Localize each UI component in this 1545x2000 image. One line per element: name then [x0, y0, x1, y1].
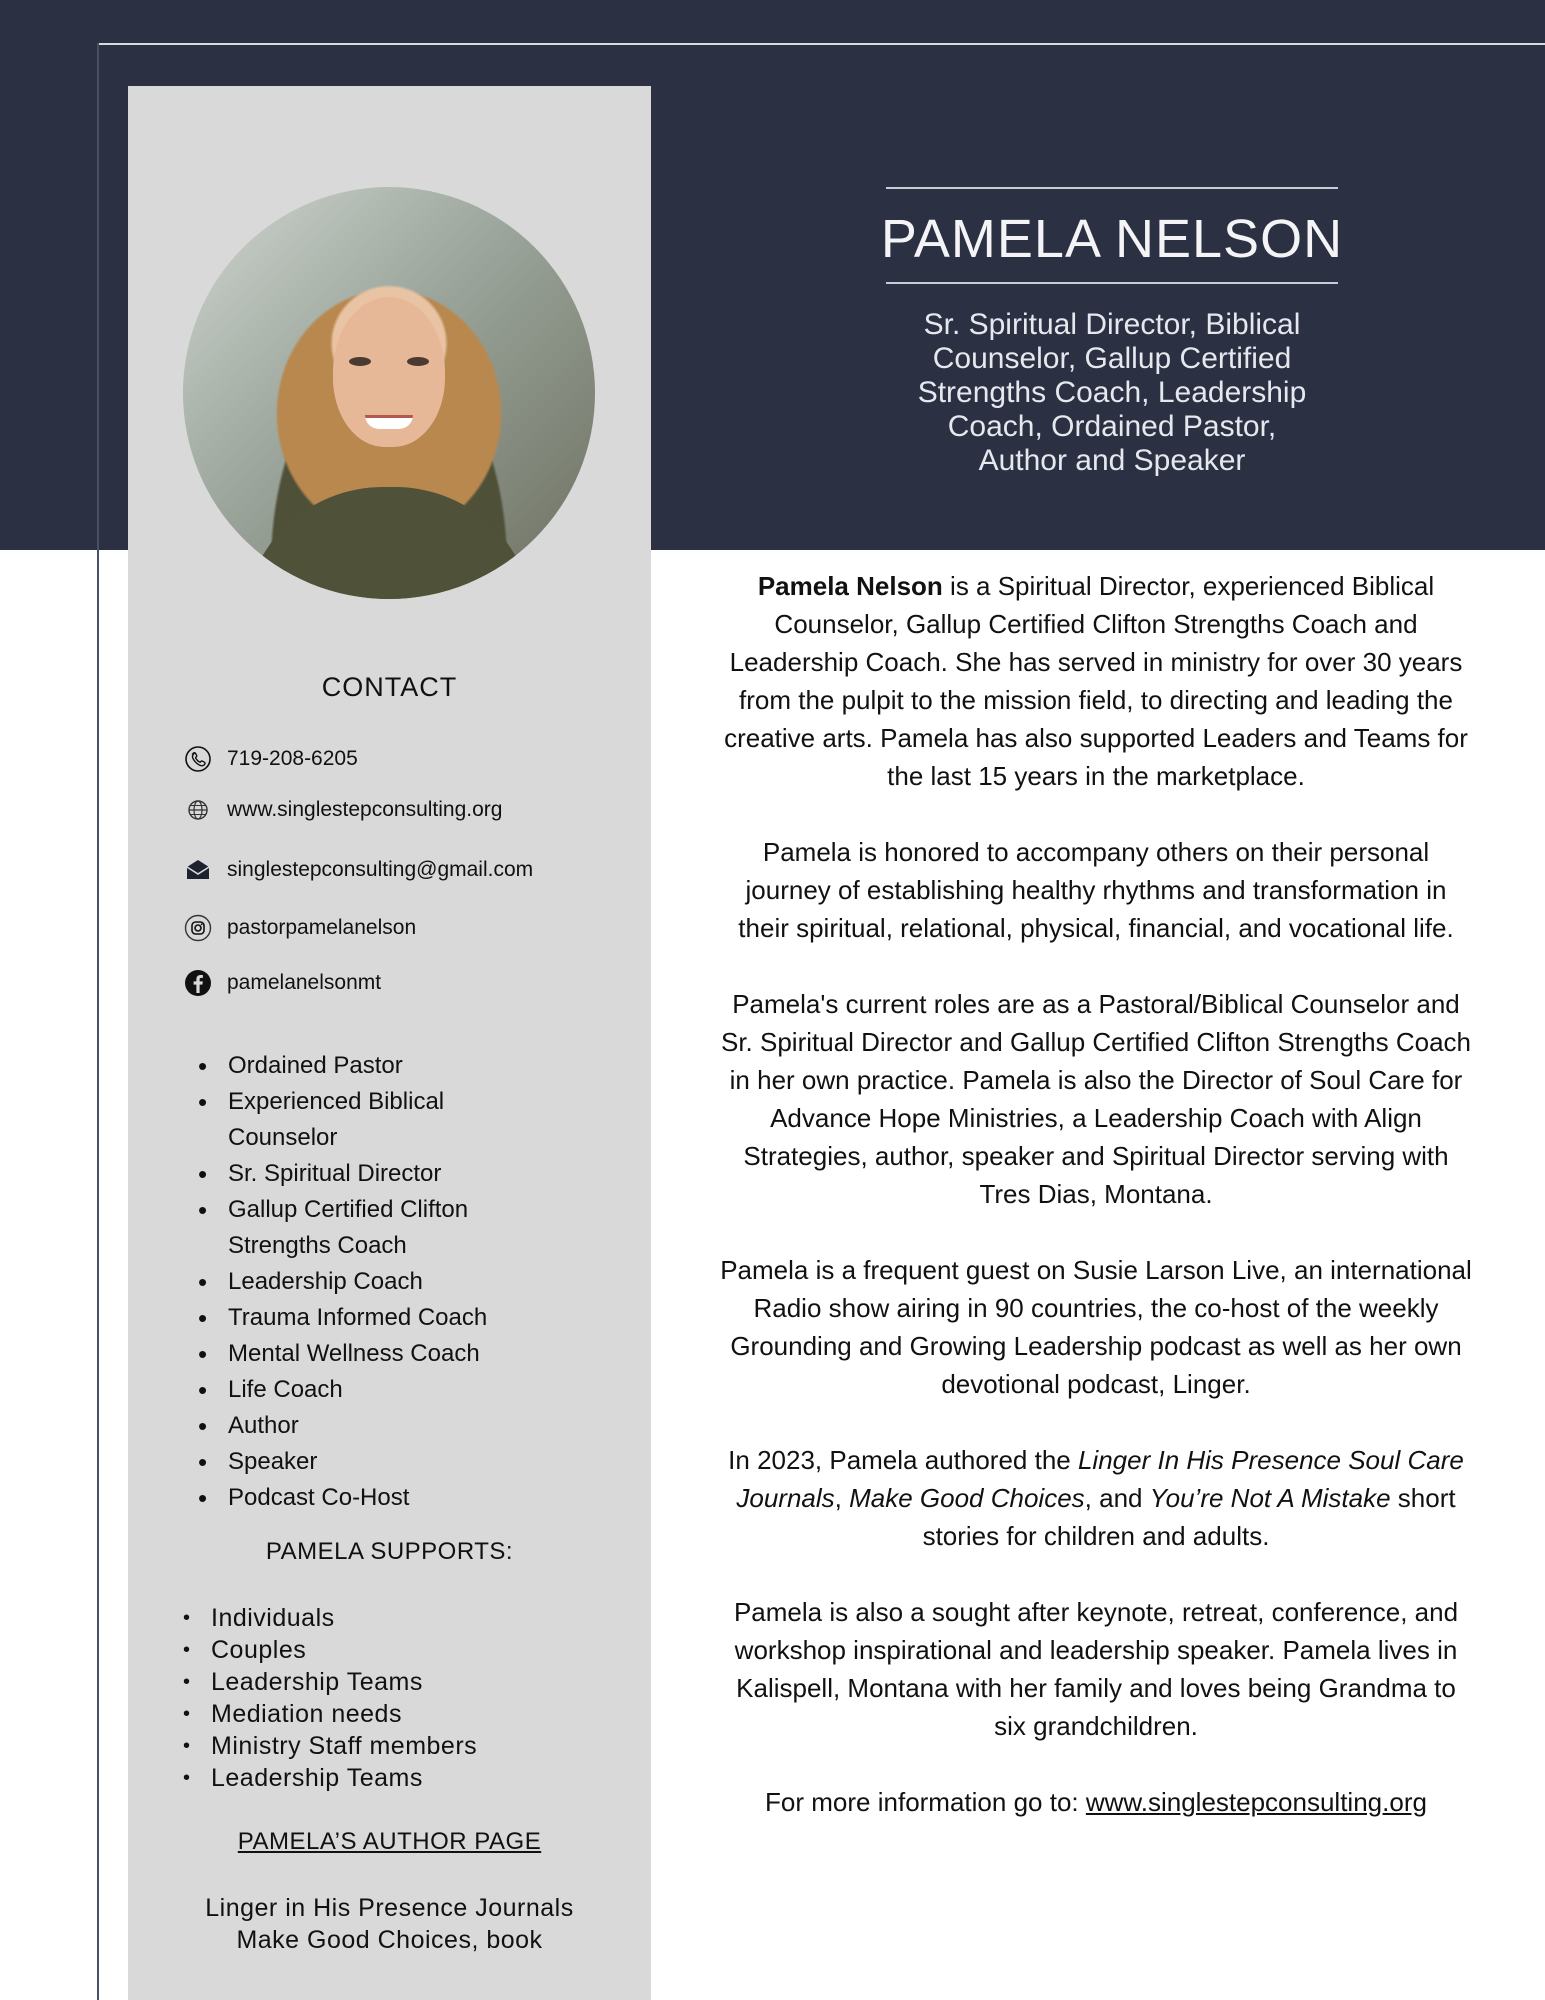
subtitle-line: Author and Speaker — [978, 444, 1246, 477]
subtitle-line: Counselor, Gallup Certified — [932, 342, 1292, 375]
subtitle-line: Strengths Coach, Leadership — [917, 376, 1307, 409]
supports-item: • Individuals — [183, 1602, 603, 1634]
books-list — [128, 1892, 651, 1956]
skill-item: • Podcast Co-Host — [198, 1480, 618, 1516]
book-title: Make Good Choices, book — [236, 1926, 543, 1954]
book-title-italic: Linger In His Presence Soul Care Journals — [736, 1445, 1464, 1513]
skill-item: • Sr. Spiritual Director — [198, 1156, 618, 1192]
supports-item: • Leadership Teams — [183, 1762, 603, 1794]
bio-paragraph-6: Pamela is also a sought after keynote, retreat, conference, and workshop inspirational and leadership speaker. Pamela lives in Kalispell, Montana with her family and loves being Grandma to six grandchildren. — [733, 1597, 1459, 1741]
bio-paragraph-5 — [720, 1441, 1472, 1555]
supports-heading: PAMELA SUPPORTS: — [265, 1538, 514, 1565]
supports-item: • Ministry Staff members — [183, 1730, 603, 1762]
bio-text: short stories for children and adults. — [922, 1483, 1456, 1551]
skill-item: • Trauma Informed Coach — [198, 1300, 618, 1336]
contact-email-text: singlestepconsulting@gmail.com — [227, 858, 534, 881]
skills-list — [198, 1048, 618, 1516]
contact-phone[interactable] — [183, 744, 358, 774]
contact-instagram-text: pastorpamelanelson — [227, 916, 417, 939]
contact-website-text: www.singlestepconsulting.org — [227, 798, 503, 821]
supports-item: • Mediation needs — [183, 1698, 603, 1730]
globe-icon — [183, 795, 213, 825]
contact-facebook-text: pamelanelsonmt — [227, 971, 382, 994]
contact-phone-text: 719-208-6205 — [227, 747, 358, 770]
skill-item: • Leadership Coach — [198, 1264, 618, 1300]
bio-text: , — [834, 1483, 850, 1513]
photo-shirt — [243, 487, 535, 599]
photo-eye-left — [349, 357, 371, 366]
frame-line-left — [97, 43, 99, 2000]
envelope-icon — [183, 855, 213, 885]
profile-photo — [183, 187, 595, 599]
bio-paragraph-4: Pamela is a frequent guest on Susie Larson Live, an international Radio show airing in 90 countries, the co-host of the weekly Grounding and Growing Leadership podcast as well as her own devotional podcast, Linger. — [720, 1255, 1472, 1399]
skill-item: • Mental Wellness Coach — [198, 1336, 618, 1372]
photo-eye-right — [407, 357, 429, 366]
photo-smile — [365, 415, 413, 429]
contact-email[interactable] — [183, 855, 533, 885]
contact-instagram[interactable] — [183, 913, 416, 943]
supports-item: • Leadership Teams — [183, 1666, 603, 1698]
subtitle-line: Sr. Spiritual Director, Biblical — [923, 308, 1301, 341]
supports-item: • Couples — [183, 1634, 603, 1666]
bio-text: In 2023, Pamela authored the — [728, 1445, 1078, 1475]
book-title: Linger in His Presence Journals — [205, 1894, 574, 1922]
skill-item: • Life Coach — [198, 1372, 618, 1408]
skill-item: • Ordained Pastor — [198, 1048, 618, 1084]
skill-item: • Speaker — [198, 1444, 618, 1480]
book-title-italic: You’re Not A Mistake — [1149, 1483, 1391, 1513]
name-rule-bottom — [886, 282, 1338, 284]
contact-facebook[interactable] — [183, 968, 381, 998]
person-name: PAMELA NELSON — [880, 209, 1344, 269]
skill-item: • Gallup Certified Clifton Strengths Coach — [198, 1192, 498, 1264]
facebook-icon — [183, 968, 213, 998]
subtitle-line: Coach, Ordained Pastor, — [947, 410, 1277, 443]
frame-line-top — [97, 43, 1545, 45]
subtitle — [880, 308, 1344, 478]
instagram-icon — [183, 913, 213, 943]
more-info-label: For more information go to: — [765, 1787, 1086, 1817]
contact-heading: CONTACT — [321, 672, 458, 702]
bio-intro-text: is a Spiritual Director, experienced Biblical Counselor, Gallup Certified Clifton Strengths Coach and Leadership Coach. She has served in ministry for over 30 years from the pulpit to the mission field, to directing and leading the creative arts. Pamela has also supported Leaders and Teams for the last 15 years in the marketplace. — [724, 571, 1468, 791]
bio-paragraph-7 — [720, 1783, 1472, 1821]
name-rule-top — [886, 187, 1338, 189]
bio-paragraph-1 — [720, 567, 1472, 795]
book-title-italic: Make Good Choices — [849, 1483, 1085, 1513]
skill-item: • Author — [198, 1408, 618, 1444]
contact-website[interactable] — [183, 795, 502, 825]
author-page-link[interactable]: PAMELA’S AUTHOR PAGE — [237, 1828, 542, 1855]
phone-icon — [183, 744, 213, 774]
bio-paragraph-2: Pamela is honored to accompany others on their personal journey of establishing healthy rhythms and transformation in their spiritual, relational, physical, financial, and vocational life. — [738, 837, 1454, 943]
bio-name: Pamela Nelson — [757, 571, 943, 601]
bio-paragraph-3: Pamela's current roles are as a Pastoral/Biblical Counselor and Sr. Spiritual Director and Gallup Certified Clifton Strengths Coach in her own practice. Pamela is also the Director of Soul Care for Advance Hope Ministries, a Leadership Coach with Align Strategies, author, speaker and Spiritual Director serving with Tres Dias, Montana. — [720, 989, 1471, 1209]
skill-item: • Experienced Biblical Counselor — [198, 1084, 458, 1156]
bio-text: , and — [1084, 1483, 1150, 1513]
website-link[interactable]: www.singlestepconsulting.org — [1085, 1787, 1427, 1817]
supports-list — [183, 1602, 603, 1794]
bio — [720, 567, 1472, 1859]
